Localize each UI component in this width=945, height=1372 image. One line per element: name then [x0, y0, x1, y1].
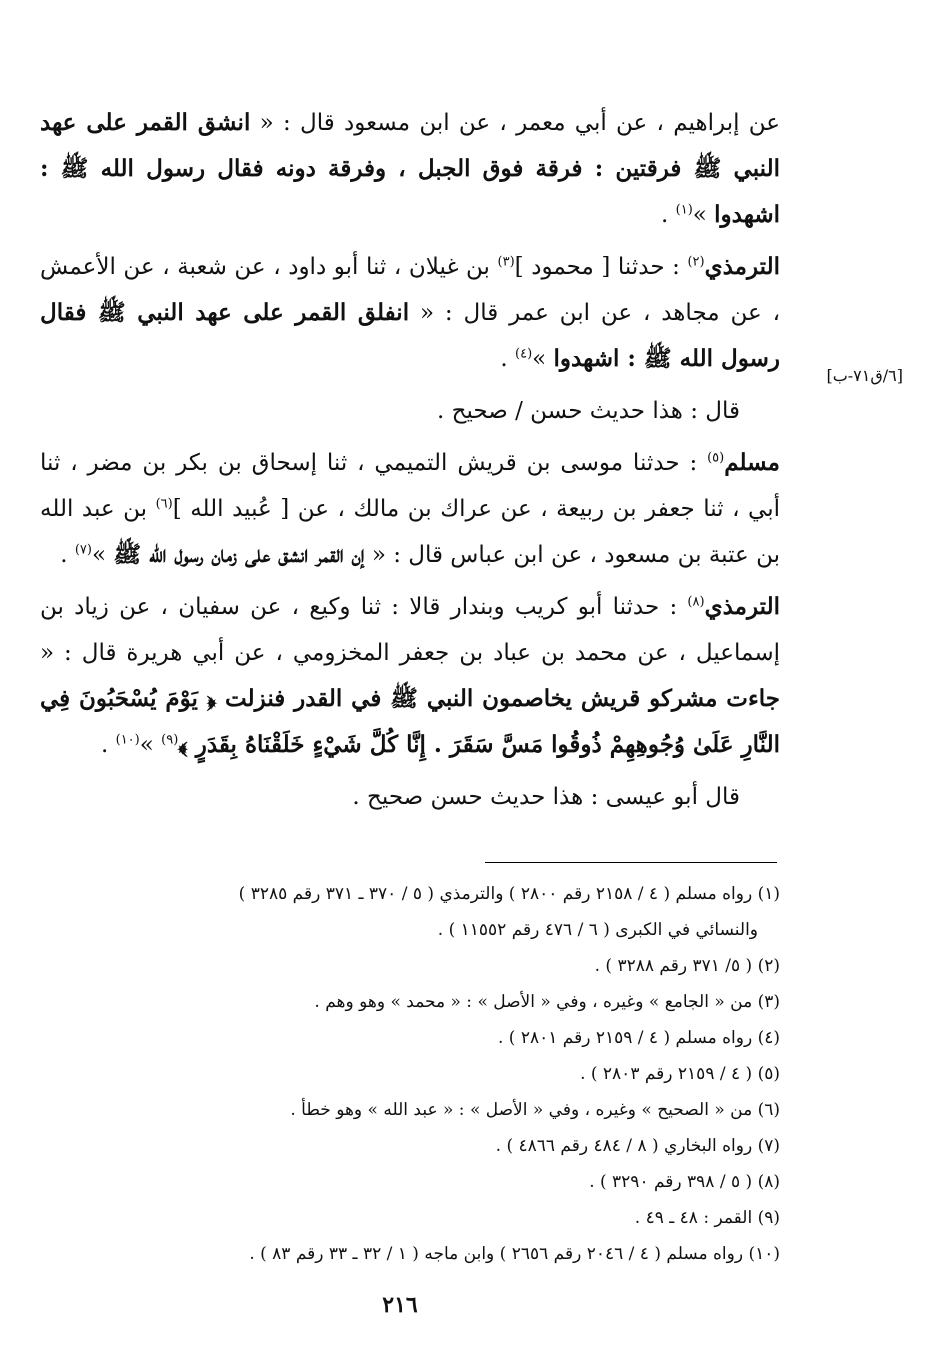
- footnote-text: (٩) القمر : ٤٨ ـ ٤٩ .: [634, 1208, 780, 1228]
- bold-text: الترمذي: [704, 253, 781, 280]
- bold-text: انشق القمر على عهد النبي ﷺ فرقتين : فرقة فوق الجبل ، وفرقة دونه فقال رسول الله ﷺ : اشهدوا: [40, 109, 780, 228]
- footnote-text: (٨) ( ٥ / ٣٩٨ رقم ٣٢٩٠ ) .: [589, 1172, 780, 1192]
- footnote-ref: (٨): [687, 594, 705, 610]
- text-run: قال : هذا حديث حسن / صحيح .: [437, 398, 740, 424]
- footnote: [40, 984, 780, 1020]
- footnote: [40, 1164, 780, 1200]
- bold-text: جاءت مشركو قريش يخاصمون النبي ﷺ في القدر فنزلت ﴿ يَوْمَ يُسْحَبُونَ فِي النَّارِ عَلَىٰ وُجُوهِهِمْ ذُوقُوا مَسَّ سَقَرَ . إِنَّا كُلَّ شَيْءٍ خَلَقْنَاهُ بِقَدَرٍ ﴾: [40, 685, 780, 758]
- footnote-text: (٧) رواه البخاري ( ٨ / ٤٨٤ رقم ٤٨٦٦ ) .: [495, 1136, 780, 1156]
- footnote: [40, 1200, 780, 1236]
- footnote-continuation: والنسائي في الكبرى ( ٦ / ٤٧٦ رقم ١١٥٥٢ ) .: [437, 920, 758, 940]
- footnote: [40, 1092, 780, 1128]
- footnote-text: (٢) ( ٥/ ٣٧١ رقم ٣٢٨٨ ) .: [594, 956, 780, 976]
- text-run: »: [692, 202, 715, 228]
- paragraph: [40, 388, 780, 434]
- footnotes: [40, 876, 780, 1272]
- text-run: قال أبو عيسى : هذا حديث حسن صحيح .: [352, 784, 740, 810]
- text-run: بن غيلان ، ثنا أبو داود ، عن شعبة ، عن الأعمش ، عن مجاهد ، عن ابن عمر قال : «: [40, 254, 780, 326]
- footnote-ref: (١): [675, 202, 693, 218]
- text-run: : حدثنا [ محمود ]: [514, 254, 688, 280]
- bold-text: إن القمر انشق على زمان رسول الله ﷺ: [113, 541, 365, 568]
- text-run: : حدثنا أبو كريب وبندار قالا : ثنا وكيع ، عن سفيان ، عن زياد بن إسماعيل ، عن محمد بن عباد بن جعفر المخزومي ، عن أبي هريرة قال : «: [40, 594, 780, 666]
- footnote-ref: (٤): [515, 346, 533, 362]
- footnote: [40, 1020, 780, 1056]
- text-run: .: [60, 542, 75, 568]
- footnote-ref: (١٠): [115, 732, 140, 748]
- main-text: [40, 100, 780, 826]
- bold-text: الترمذي: [704, 593, 780, 620]
- text-run: عن إبراهيم ، عن أبي معمر ، عن ابن مسعود قال : «: [250, 110, 780, 136]
- footnote: [40, 1128, 780, 1164]
- paragraph: [40, 440, 780, 578]
- footnote: [40, 1056, 780, 1092]
- margin-note: [٦/ق٧١-ب]: [826, 366, 903, 385]
- page-number: ٢١٦: [382, 1292, 418, 1318]
- footnote: [40, 1236, 780, 1272]
- footnote-ref: (٣): [497, 254, 515, 270]
- text-run: .: [101, 732, 116, 758]
- text-run: »: [91, 542, 114, 568]
- footnote-ref: (٥): [707, 450, 725, 466]
- footnote-ref: (٩): [161, 732, 179, 748]
- paragraph: [40, 774, 780, 820]
- paragraph: [40, 100, 780, 238]
- footnote-ref: (٦): [155, 496, 173, 512]
- footnote: [40, 876, 780, 948]
- footnote-text: (١٠) رواه مسلم ( ٤ / ٢٠٤٦ رقم ٢٦٥٦ ) وابن ماجه ( ١ / ٣٢ ـ ٣٣ رقم ٨٣ ) .: [249, 1244, 780, 1264]
- text-run: .: [661, 202, 676, 228]
- footnote-ref: (٧): [74, 542, 92, 558]
- text-run: : حدثنا موسى بن قريش التميمي ، ثنا إسحاق بن بكر بن مضر ، ثنا أبي ، ثنا جعفر بن ربيعة ، عن عراك بن مالك ، عن [ عُبيد الله ]: [40, 450, 780, 522]
- footnote-text: (٥) ( ٤ / ٢١٥٩ رقم ٢٨٠٣ ) .: [580, 1064, 780, 1084]
- bold-text: انفلق القمر على عهد النبي ﷺ فقال رسول الله ﷺ : اشهدوا: [40, 299, 780, 372]
- paragraph: [40, 244, 780, 382]
- text-run: .: [500, 346, 516, 372]
- footnote: [40, 948, 780, 984]
- footnote-divider: [485, 862, 777, 863]
- footnote-text: (٤) رواه مسلم ( ٤ / ٢١٥٩ رقم ٢٨٠١ ) .: [498, 1028, 780, 1048]
- bold-text: مسلم: [724, 449, 780, 476]
- text-run: »: [139, 732, 162, 758]
- paragraph: [40, 584, 780, 768]
- footnote-text: (٣) من « الجامع » وغيره ، وفي « الأصل » : « محمد » وهو وهم .: [314, 992, 780, 1012]
- text-run: »: [532, 346, 554, 372]
- footnote-text: (١) رواه مسلم ( ٤ / ٢١٥٨ رقم ٢٨٠٠ ) والترمذي ( ٥ / ٣٧٠ ـ ٣٧١ رقم ٣٢٨٥ ): [238, 884, 780, 904]
- footnote-ref: (٢): [687, 254, 705, 270]
- footnote-text: (٦) من « الصحيح » وغيره ، وفي « الأصل » : « عبد الله » وهو خطأ .: [290, 1100, 780, 1120]
- text-run: بن عبد الله بن عتبة بن مسعود ، عن ابن عباس قال : «: [40, 496, 780, 568]
